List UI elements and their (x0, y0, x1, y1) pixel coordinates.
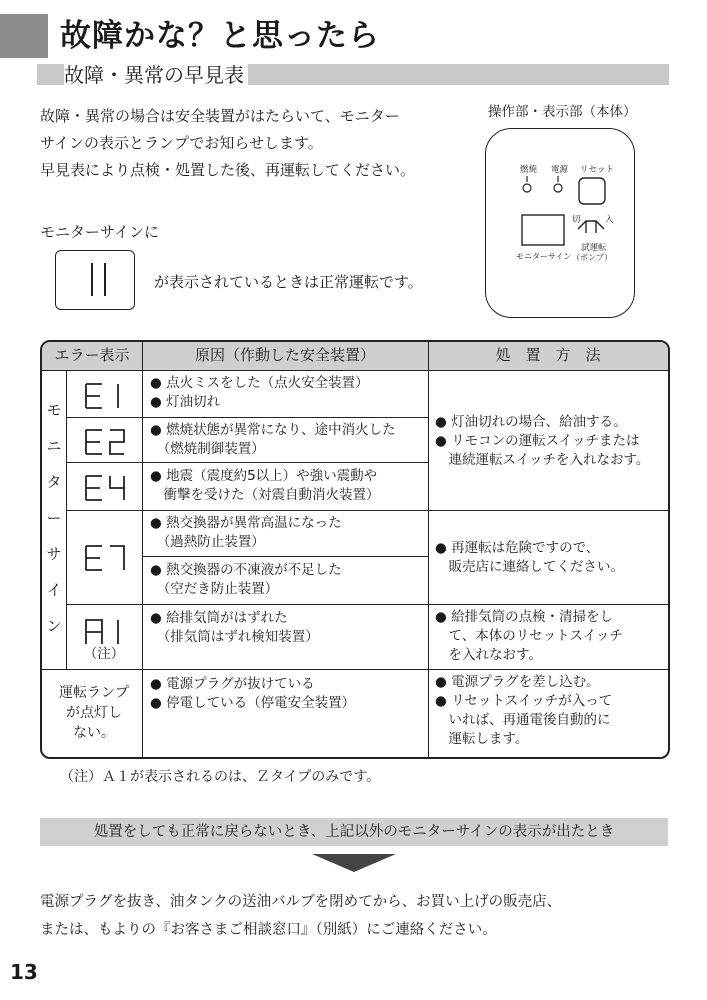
cause-line: 衝撃を受けた（対震自動消火装置） (150, 487, 380, 503)
error-code-segments (66, 370, 142, 669)
intro-line-1: 故障・異常の場合は安全装置がはたらいて、モニター (40, 107, 400, 125)
cause-line: ● 灯油切れ (150, 394, 221, 410)
action-group-3 (435, 608, 665, 665)
contact-instructions (40, 888, 561, 944)
action-line: ● 灯油切れの場合、給油する。 (435, 414, 627, 430)
monitor-sign-label-panel: モニターサイン (516, 252, 572, 261)
combustion-lamp-icon (523, 184, 531, 192)
normal-operation-text: が表示されているときは正常運転です。 (154, 273, 423, 291)
cause-e7-overheat (150, 514, 426, 552)
off-label: 切 (572, 215, 581, 225)
cause-e4 (150, 467, 426, 505)
action-group-2 (435, 539, 665, 577)
code-e4 (86, 476, 124, 500)
intro-line-3: 早見表により点検・処置した後、再運転してください。 (40, 161, 416, 179)
notice-bar: 処置をしても正常に戻らないとき、上記以外のモニターサインの表示が出たとき (40, 818, 668, 846)
cause-line: ● 電源プラグが抜けている (150, 676, 315, 692)
action-line: ● リモコンの運転スイッチまたは (435, 433, 640, 449)
combustion-lamp-label: 燃焼 (520, 165, 538, 175)
cause-e2 (150, 421, 426, 459)
action-line: いれば、再通電後自動的に (435, 712, 611, 728)
cause-line: ● 地震（震度約5以上）や強い震動や (150, 468, 378, 484)
segment-code-11 (56, 251, 134, 309)
cause-a1 (150, 609, 426, 647)
section-subtitle: 故障・異常の早見表 (64, 62, 248, 88)
contact-line: または、もよりの『お客さまご相談窓口』（別紙）にご連絡ください。 (40, 922, 497, 938)
cause-line: （空だき防止装置） (150, 581, 279, 597)
vertical-char: イ (46, 581, 62, 599)
action-line: 運転します。 (435, 731, 529, 747)
header-action: 処 置 方 法 (428, 342, 668, 370)
lamp-label-line: 運転ランプ (59, 685, 129, 701)
power-lamp-label: 電源 (551, 165, 569, 175)
cause-line: ● 熱交換器の不凍液が不足した (150, 562, 342, 578)
test-run-label: 試運転 (581, 243, 607, 253)
reset-button-icon (579, 178, 605, 204)
control-panel-illustration (485, 128, 635, 318)
cause-line: （排気筒はずれ検知装置） (150, 629, 319, 645)
action-line: て、本体のリセットスイッチ (435, 628, 623, 644)
lamp-row-causes (150, 675, 426, 713)
code-a1 (86, 620, 118, 644)
monitor-sign-label: モニターサインに (40, 223, 159, 241)
lamp-label-line: が点灯し (66, 705, 122, 721)
lamp-row-label (48, 683, 140, 743)
vertical-char: ニ (46, 437, 62, 455)
cause-line: ● 点火ミスをした（点火安全装置） (150, 375, 369, 391)
code-e2 (86, 430, 124, 454)
header-cause: 原因（作動した安全装置） (142, 342, 428, 370)
page-title: 故障かな？と思ったら (60, 18, 380, 54)
code-e1 (86, 384, 118, 408)
lamp-label-line: ない。 (73, 725, 115, 741)
title-accent-bar (0, 14, 48, 58)
vertical-char: ン (46, 617, 62, 635)
action-line: ● リセットスイッチが入って (435, 693, 613, 709)
action-line: 連続運転スイッチを入れなおす。 (435, 452, 650, 468)
vertical-char: タ (46, 473, 62, 491)
cause-line: ● 停電している（停電安全装置） (150, 695, 356, 711)
vertical-char: モ (46, 401, 62, 419)
monitor-display-box (55, 250, 135, 310)
cause-e1 (150, 374, 426, 412)
cause-line: ● 給排気筒がはずれた (150, 610, 288, 626)
action-line: 販売店に連絡してください。 (435, 559, 624, 575)
intro-line-2: サインの表示とランプでお知らせします。 (40, 134, 323, 152)
cause-line: ● 燃焼状態が異常になり、途中消火した (150, 422, 396, 438)
a1-note-marker: （注） (83, 646, 125, 662)
action-group-4 (435, 673, 665, 749)
action-line: を入れなおす。 (435, 647, 542, 663)
on-label: 入 (605, 215, 614, 225)
monitor-sign-vertical (42, 392, 66, 644)
monitor-sign-window (522, 215, 564, 245)
action-line: ● 給排気筒の点検・清掃をし (435, 609, 614, 625)
vertical-char: サ (46, 545, 62, 563)
vertical-char: ー (46, 509, 62, 527)
reset-label: リセット (580, 165, 614, 175)
cause-e7-antifreeze (150, 561, 426, 599)
action-group-1 (435, 413, 665, 470)
header-error: エラー表示 (42, 342, 142, 370)
error-table (40, 340, 670, 759)
down-arrow-icon (312, 852, 396, 874)
page-number: 13 (10, 960, 38, 984)
action-line: ● 電源プラグを差し込む。 (435, 674, 600, 690)
code-e7 (86, 546, 124, 570)
panel-title: 操作部・表示部（本体） (488, 104, 637, 120)
action-line: ● 再運転は危険ですので、 (435, 540, 600, 556)
power-lamp-icon (554, 184, 562, 192)
contact-line: 電源プラグを抜き、油タンクの送油バルブを閉めてから、お買い上げの販売店、 (40, 894, 562, 910)
footnote: （注）Ａ１が表示されるのは、Ｚタイプのみです。 (60, 769, 381, 785)
pump-label: （ポンプ） (572, 253, 613, 262)
cause-line: ● 熱交換器が異常高温になった (150, 515, 342, 531)
cause-line: （過熱防止装置） (150, 534, 265, 550)
cause-line: （燃焼制御装置） (150, 441, 265, 457)
